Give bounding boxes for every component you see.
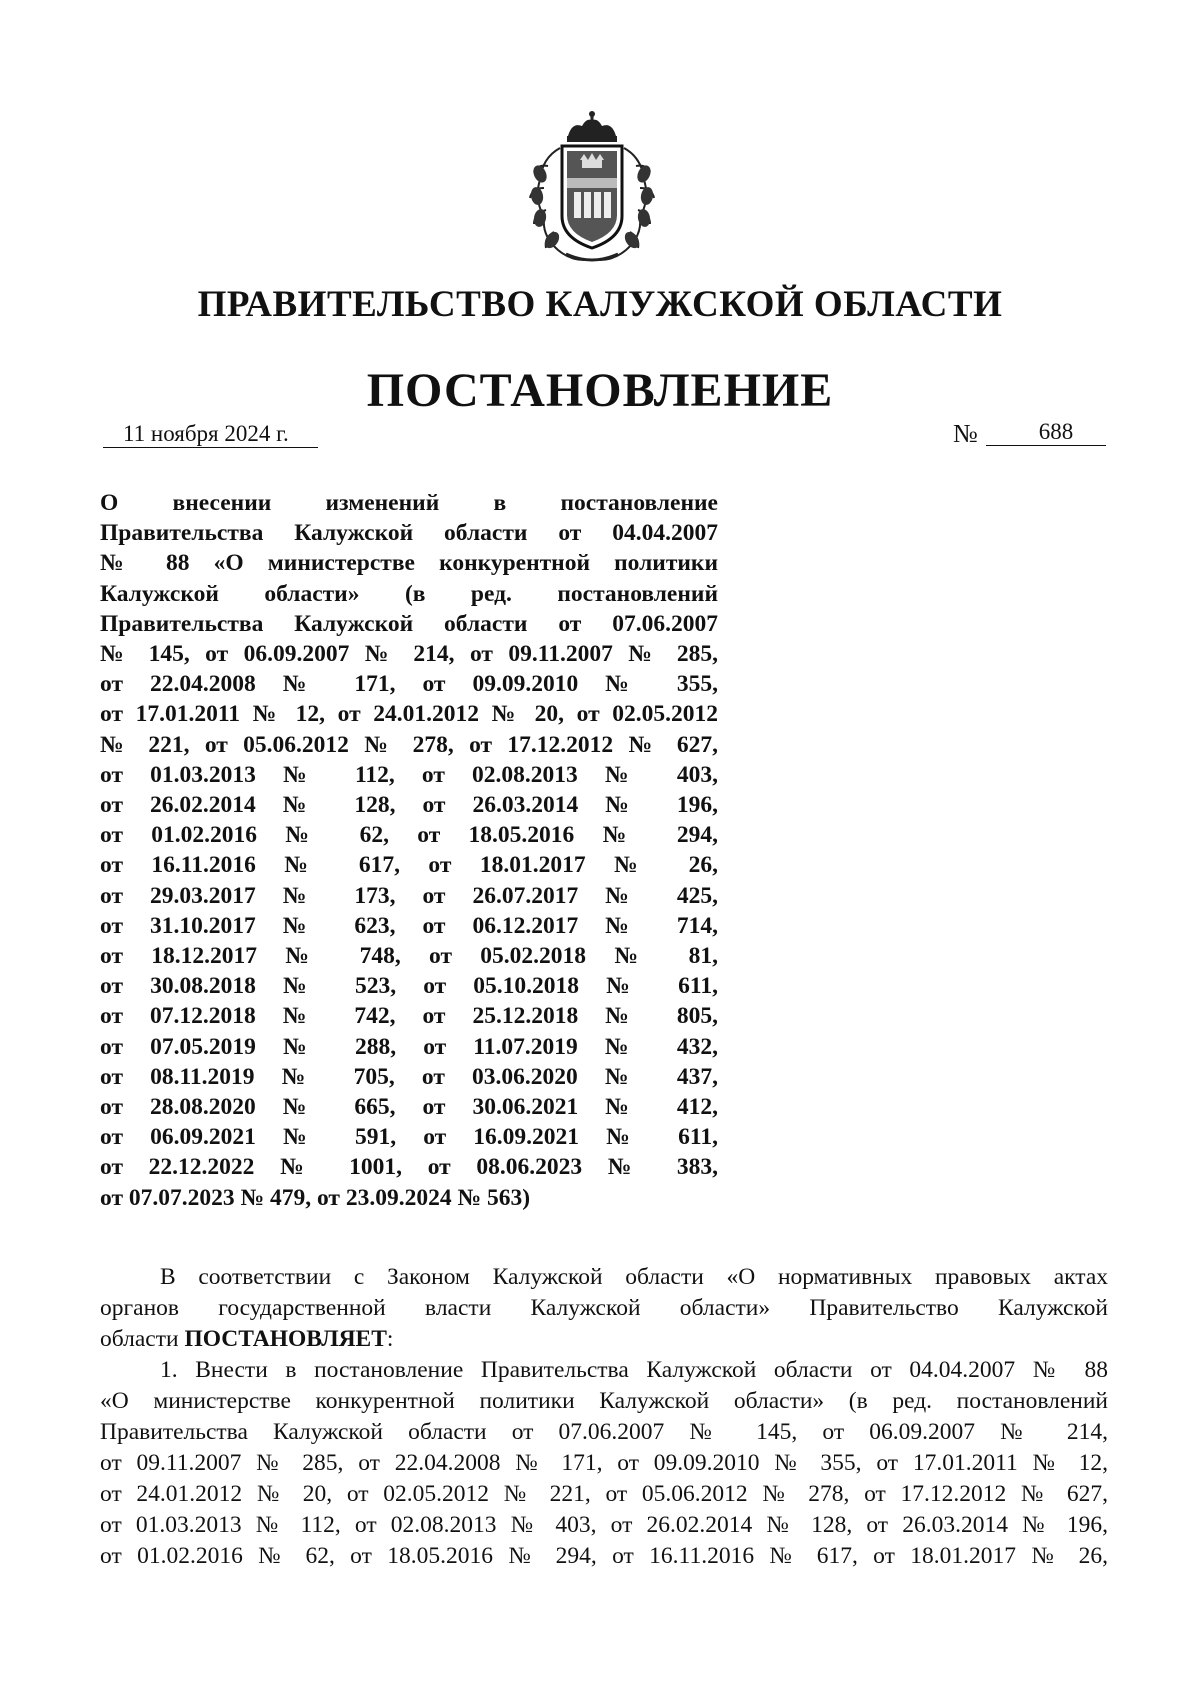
subject-line: от 31.10.2017 № 623, от 06.12.2017 № 714,: [100, 912, 718, 939]
clause-line: «О министерстве конкурентной политики Калужской области» (в ред. постановлений: [100, 1388, 1108, 1414]
subject-line: № 221, от 05.06.2012 № 278, от 17.12.2012 № 627,: [100, 731, 718, 758]
subject-line: от 06.09.2021 № 591, от 16.09.2021 № 611,: [100, 1124, 718, 1151]
clause-line: от 01.02.2016 № 62, от 18.05.2016 № 294, от 16.11.2016 № 617, от 18.01.2017 № 26,: [100, 1543, 1108, 1569]
subject-line: от 17.01.2011 № 12, от 24.01.2012 № 20, от 02.05.2012: [100, 701, 718, 728]
clause-line: от 24.01.2012 № 20, от 02.05.2012 № 221, от 05.06.2012 № 278, от 17.12.2012 № 627,: [100, 1481, 1108, 1507]
preamble-line: [100, 1324, 1108, 1355]
subject-line: О внесении изменений в постановление: [100, 490, 718, 516]
preamble-line: органов государственной власти Калужской области» Правительство Калужской: [100, 1295, 1108, 1321]
clause-line: Правительства Калужской области от 07.06.2007 № 145, от 06.09.2007 № 214,: [100, 1419, 1108, 1445]
document-number-label: №: [953, 419, 978, 448]
subject-line: от 07.07.2023 № 479, от 23.09.2024 № 563): [100, 1184, 531, 1211]
preamble-colon: :: [386, 1326, 394, 1352]
subject-line: № 88 «О министерстве конкурентной политики: [100, 550, 718, 577]
document-subject: [100, 488, 718, 1213]
clause-line: от 01.03.2013 № 112, от 02.08.2013 № 403, от 26.02.2014 № 128, от 26.03.2014 № 196,: [100, 1512, 1108, 1538]
document-body: [100, 1262, 1108, 1572]
subject-line: от 18.12.2017 № 748, от 05.02.2018 № 81,: [100, 943, 718, 970]
organization-title: ПРАВИТЕЛЬСТВО КАЛУЖСКОЙ ОБЛАСТИ: [197, 284, 1003, 325]
clause-line: 1. Внести в постановление Правительства Калужской области от 04.04.2007 № 88: [160, 1357, 1108, 1383]
subject-line: от 30.08.2018 № 523, от 05.10.2018 № 611,: [100, 973, 718, 1000]
subject-line: Правительства Калужской области от 04.04.2007: [100, 520, 718, 547]
subject-line: от 29.03.2017 № 173, от 26.07.2017 № 425,: [100, 882, 718, 909]
subject-line: от 16.11.2016 № 617, от 18.01.2017 № 26,: [100, 852, 718, 879]
subject-line: от 07.12.2018 № 742, от 25.12.2018 № 805,: [100, 1003, 718, 1030]
subject-line: Правительства Калужской области от 07.06.2007: [100, 610, 718, 637]
subject-line: № 145, от 06.09.2007 № 214, от 09.11.2007 № 285,: [100, 641, 718, 668]
document-number: 688: [986, 419, 1106, 446]
preamble-line: В соответствии с Законом Калужской области «О нормативных правовых актах: [160, 1264, 1108, 1290]
subject-line: от 26.02.2014 № 128, от 26.03.2014 № 196,: [100, 792, 718, 819]
clause-line: от 09.11.2007 № 285, от 22.04.2008 № 171, от 09.09.2010 № 355, от 17.01.2011 № 12,: [100, 1450, 1108, 1476]
resolves-keyword: ПОСТАНОВЛЯЕТ: [184, 1326, 387, 1352]
coat-of-arms-emblem: [520, 108, 665, 268]
document-date: 11 ноября 2024 г.: [103, 421, 318, 448]
document-type-heading: ПОСТАНОВЛЕНИЕ: [366, 364, 834, 417]
subject-line: от 01.02.2016 № 62, от 18.05.2016 № 294,: [100, 822, 718, 849]
subject-line: от 01.03.2013 № 112, от 02.08.2013 № 403,: [100, 761, 718, 788]
preamble-text: области: [100, 1326, 185, 1352]
subject-line: от 22.12.2022 № 1001, от 08.06.2023 № 383,: [100, 1154, 718, 1181]
subject-line: от 22.04.2008 № 171, от 09.09.2010 № 355,: [100, 671, 718, 698]
subject-line: Калужской области» (в ред. постановлений: [100, 580, 718, 607]
subject-line: от 08.11.2019 № 705, от 03.06.2020 № 437,: [100, 1063, 718, 1090]
subject-line: от 28.08.2020 № 665, от 30.06.2021 № 412,: [100, 1094, 718, 1121]
subject-line: от 07.05.2019 № 288, от 11.07.2019 № 432,: [100, 1033, 718, 1060]
